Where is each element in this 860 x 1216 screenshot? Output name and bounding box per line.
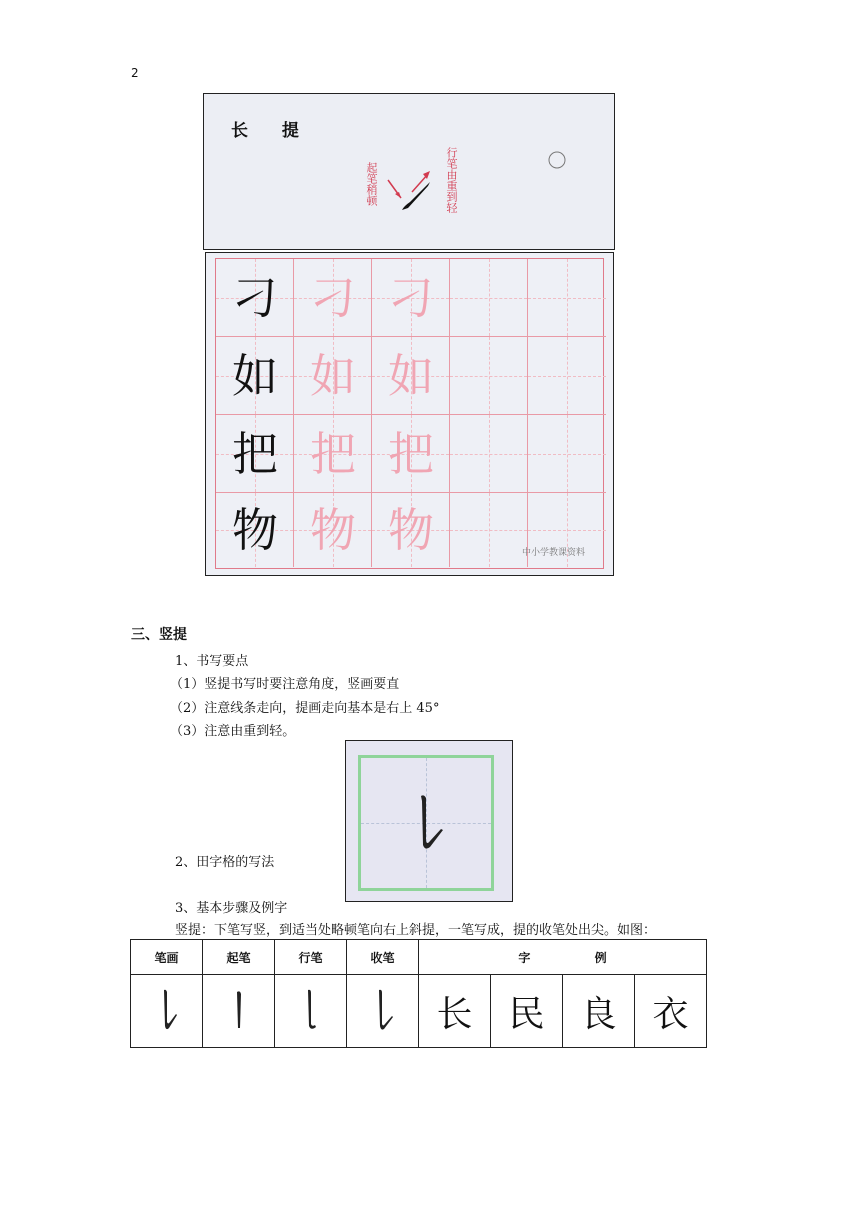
stroke-steps-table <box>130 939 707 1048</box>
long-rising-stroke <box>402 182 430 210</box>
label-start-stroke: 起笔稍顿 <box>365 162 378 206</box>
watermark: 中小学教课资料 <box>521 548 585 558</box>
stroke-end <box>368 984 398 1034</box>
stroke-title: 长 提 <box>231 121 313 141</box>
table-header-row <box>131 940 707 975</box>
model-char: 刁 <box>232 271 278 325</box>
stroke-diagram <box>204 94 614 249</box>
practice-grid-image <box>205 252 614 576</box>
stroke-start <box>224 984 254 1034</box>
example-char: 良 <box>563 975 635 1048</box>
example-char: 民 <box>491 975 563 1048</box>
stroke-full-cell <box>131 975 203 1048</box>
point-1: （1）竖提书写时要注意角度，竖画要直 <box>170 677 400 692</box>
stroke-description: 竖提：下笔写竖，到适当处略顿笔向右上斜提，一笔写成，提的收笔处出尖。如图： <box>175 923 657 938</box>
item-tianzige: 2、田字格的写法 <box>175 855 275 870</box>
example-char: 衣 <box>635 975 707 1048</box>
trace-char: 把 <box>310 427 356 481</box>
trace-char: 如 <box>388 349 434 403</box>
trace-char: 刁 <box>310 271 356 325</box>
section-heading: 三、竖提 <box>131 627 187 643</box>
header-end: 收笔 <box>347 940 419 975</box>
grid-cell <box>450 259 528 337</box>
point-2: （2）注意线条走向，提画走向基本是右上 45° <box>170 701 440 716</box>
grid-cell <box>528 415 606 493</box>
page-number: 2 <box>131 66 139 80</box>
trace-char: 如 <box>310 349 356 403</box>
example-char: 长 <box>419 975 491 1048</box>
stroke-move <box>296 984 326 1034</box>
item-writing-points: 1、书写要点 <box>175 654 249 669</box>
grid-cell <box>528 259 606 337</box>
grid-cell <box>528 337 606 415</box>
point-3: （3）注意由重到轻。 <box>170 724 296 739</box>
trace-char: 物 <box>310 503 356 557</box>
trace-char: 刁 <box>388 271 434 325</box>
table-row <box>131 975 707 1048</box>
stroke-illustration-card <box>203 93 615 250</box>
grid-cell <box>450 493 528 567</box>
stroke-start-cell <box>203 975 275 1048</box>
vertical-rise-stroke <box>346 741 512 901</box>
label-move-stroke: 行笔由重到轻 <box>445 147 458 213</box>
arrow-start-head <box>395 192 401 198</box>
trace-char: 物 <box>388 503 434 557</box>
header-stroke: 笔画 <box>131 940 203 975</box>
trace-char: 把 <box>388 427 434 481</box>
grid-cell <box>450 337 528 415</box>
header-examples: 字 例 <box>419 940 707 975</box>
item-steps: 3、基本步骤及例字 <box>175 901 288 916</box>
circle-mark <box>549 152 565 168</box>
vertical-rise-full <box>152 984 182 1034</box>
stroke-end-cell <box>347 975 419 1048</box>
header-start: 起笔 <box>203 940 275 975</box>
tianzige-illustration <box>345 740 513 902</box>
grid-cell <box>450 415 528 493</box>
model-char: 把 <box>232 427 278 481</box>
header-move: 行笔 <box>275 940 347 975</box>
practice-grid <box>215 258 604 569</box>
model-char: 如 <box>232 349 278 403</box>
stroke-move-cell <box>275 975 347 1048</box>
model-char: 物 <box>232 503 278 557</box>
